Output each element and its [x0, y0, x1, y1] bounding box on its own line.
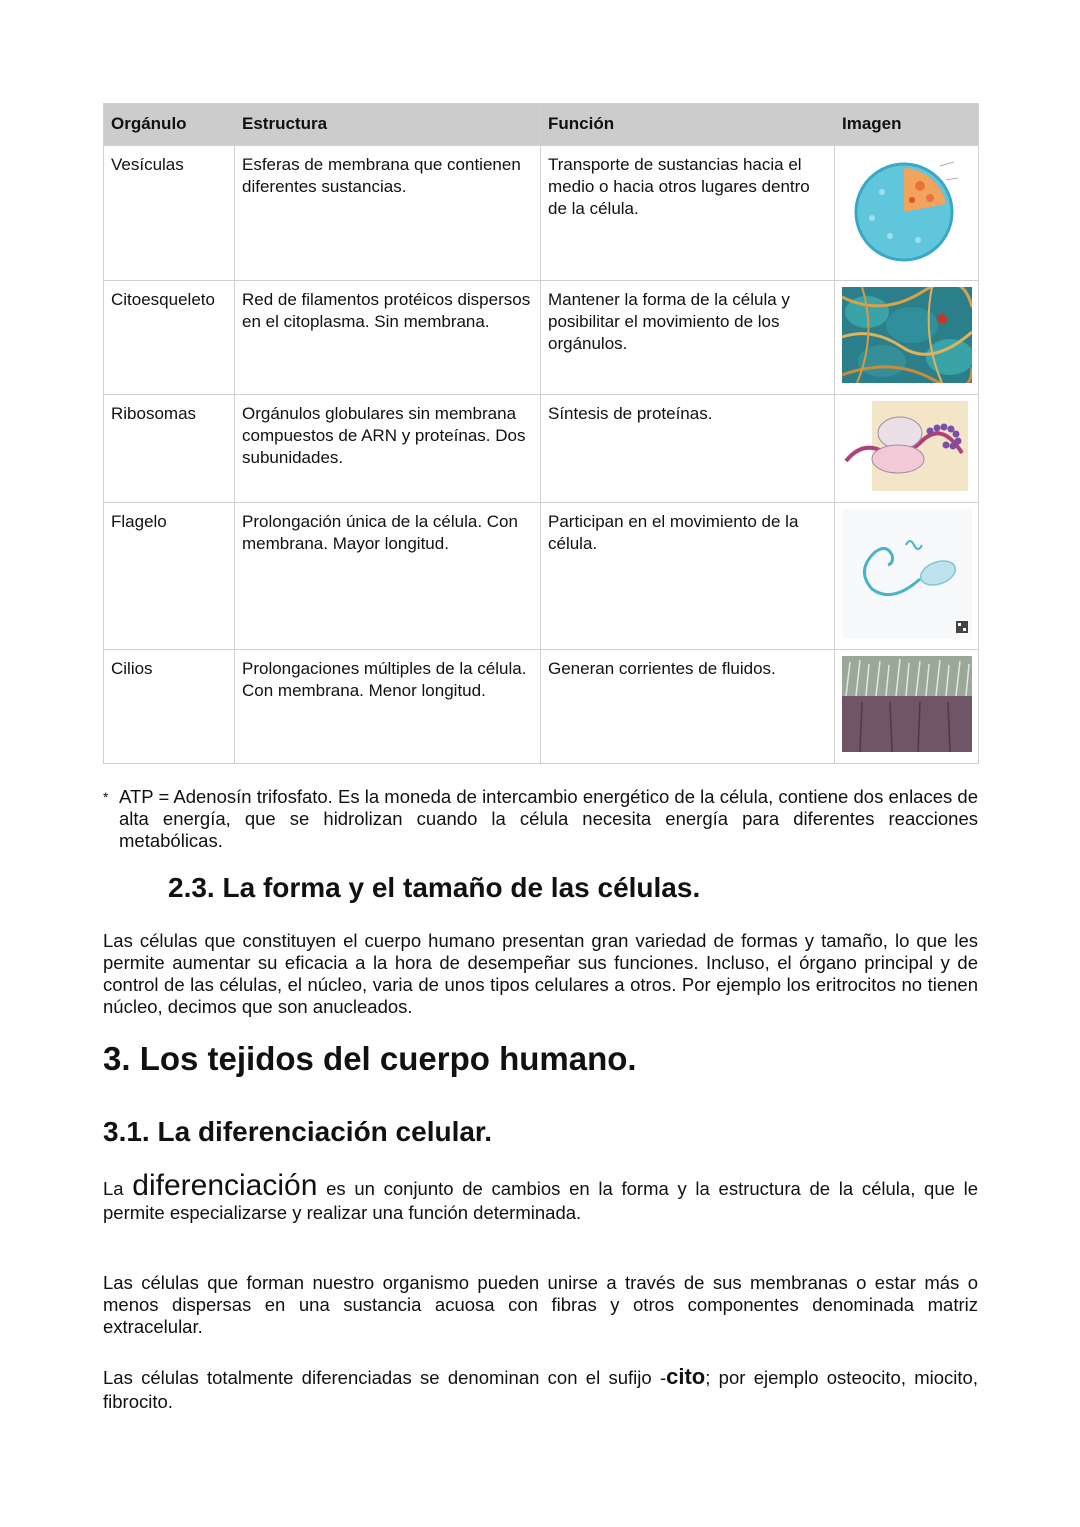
p1-post: es un conjunto de cambios en la forma y la estructura de la célula, que le permite especializarse y realizar una función determinada. — [103, 1178, 979, 1223]
p3-post: ; por ejemplo osteocito, miocito, fibrocito. — [103, 1367, 978, 1412]
table-row — [104, 395, 979, 503]
table-row — [104, 281, 979, 395]
cell-estructura: Prolongación única de la célula. Con membrana. Mayor longitud. — [235, 503, 541, 650]
cell-funcion: Síntesis de proteínas. — [541, 395, 835, 503]
organelle-table — [103, 103, 979, 764]
header-estructura: Estructura — [235, 104, 541, 146]
cell-organulo: Cilios — [104, 650, 235, 764]
cell-estructura: Orgánulos globulares sin membrana compuestos de ARN y proteínas. Dos subunidades. — [235, 395, 541, 503]
matriz-paragraph: Las células que forman nuestro organismo pueden unirse a través de sus membranas o estar más o menos dispersas en una sustancia acuosa con fibras y otros componentes denominada matriz extracelular. — [103, 1272, 978, 1337]
footnote-asterisk: * — [103, 789, 109, 805]
header-funcion: Función — [541, 104, 835, 146]
cytoskeleton-micrograph-icon — [842, 287, 972, 383]
section-2-3-title: 2.3. La forma y el tamaño de las células. — [168, 872, 701, 903]
cell-organulo: Vesículas — [104, 146, 235, 281]
cito-paragraph — [103, 1365, 978, 1414]
vesicle-illustration-icon — [842, 152, 972, 272]
cell-estructura: Red de filamentos protéicos dispersos en el citoplasma. Sin membrana. — [235, 281, 541, 395]
ribosome-diagram-icon — [842, 401, 972, 491]
cell-funcion: Participan en el movimiento de la célula. — [541, 503, 835, 650]
header-imagen: Imagen — [835, 104, 979, 146]
section-2-3-body: Las células que constituyen el cuerpo humano presentan gran variedad de formas y tamaño, lo que les permite aumentar su eficacia a la hora de desempeñar sus funciones. Incluso, el órgano principal y de control de las células, el núcleo, varia de unos tipos celulares a otros. Por ejemplo los eritrocitos no tienen núcleo, decimos que son anucleados. — [103, 930, 978, 1017]
organelle-table-wrapper — [103, 103, 978, 764]
cell-imagen — [835, 650, 979, 764]
cell-imagen — [835, 281, 979, 395]
cilia-micrograph-icon — [842, 656, 972, 752]
cell-organulo: Flagelo — [104, 503, 235, 650]
section-3-title: 3. Los tejidos del cuerpo humano. — [103, 1040, 637, 1077]
section-3-1-title: 3.1. La diferenciación celular. — [103, 1116, 493, 1147]
cell-funcion: Mantener la forma de la célula y posibilitar el movimiento de los orgánulos. — [541, 281, 835, 395]
header-organulo: Orgánulo — [104, 104, 235, 146]
cell-imagen — [835, 395, 979, 503]
term-cito: cito — [666, 1364, 706, 1389]
term-diferenciacion: diferenciación — [132, 1169, 318, 1202]
cell-organulo: Ribosomas — [104, 395, 235, 503]
diferenciacion-paragraph — [103, 1169, 979, 1225]
atp-footnote — [103, 786, 978, 852]
p3-pre: Las células totalmente diferenciadas se denominan con el sufijo - — [103, 1367, 667, 1388]
table-row — [104, 650, 979, 764]
table-row — [104, 503, 979, 650]
cell-imagen — [835, 503, 979, 650]
cell-imagen — [835, 146, 979, 281]
table-row — [104, 146, 979, 281]
footnote-text: ATP = Adenosín trifosfato. Es la moneda de intercambio energético de la célula, contiene dos enlaces de alta energía, que se hidrolizan cuando la célula necesita energía para diferentes reacciones metabólicas. — [119, 786, 978, 851]
cell-estructura: Prolongaciones múltiples de la célula. Con membrana. Menor longitud. — [235, 650, 541, 764]
p1-pre: La — [103, 1178, 133, 1199]
cell-funcion: Generan corrientes de fluidos. — [541, 650, 835, 764]
cell-funcion: Transporte de sustancias hacia el medio o hacia otros lugares dentro de la célula. — [541, 146, 835, 281]
cell-estructura: Esferas de membrana que contienen diferentes sustancias. — [235, 146, 541, 281]
flagellum-cell-icon — [842, 509, 972, 639]
table-header-row — [104, 104, 979, 146]
cell-organulo: Citoesqueleto — [104, 281, 235, 395]
